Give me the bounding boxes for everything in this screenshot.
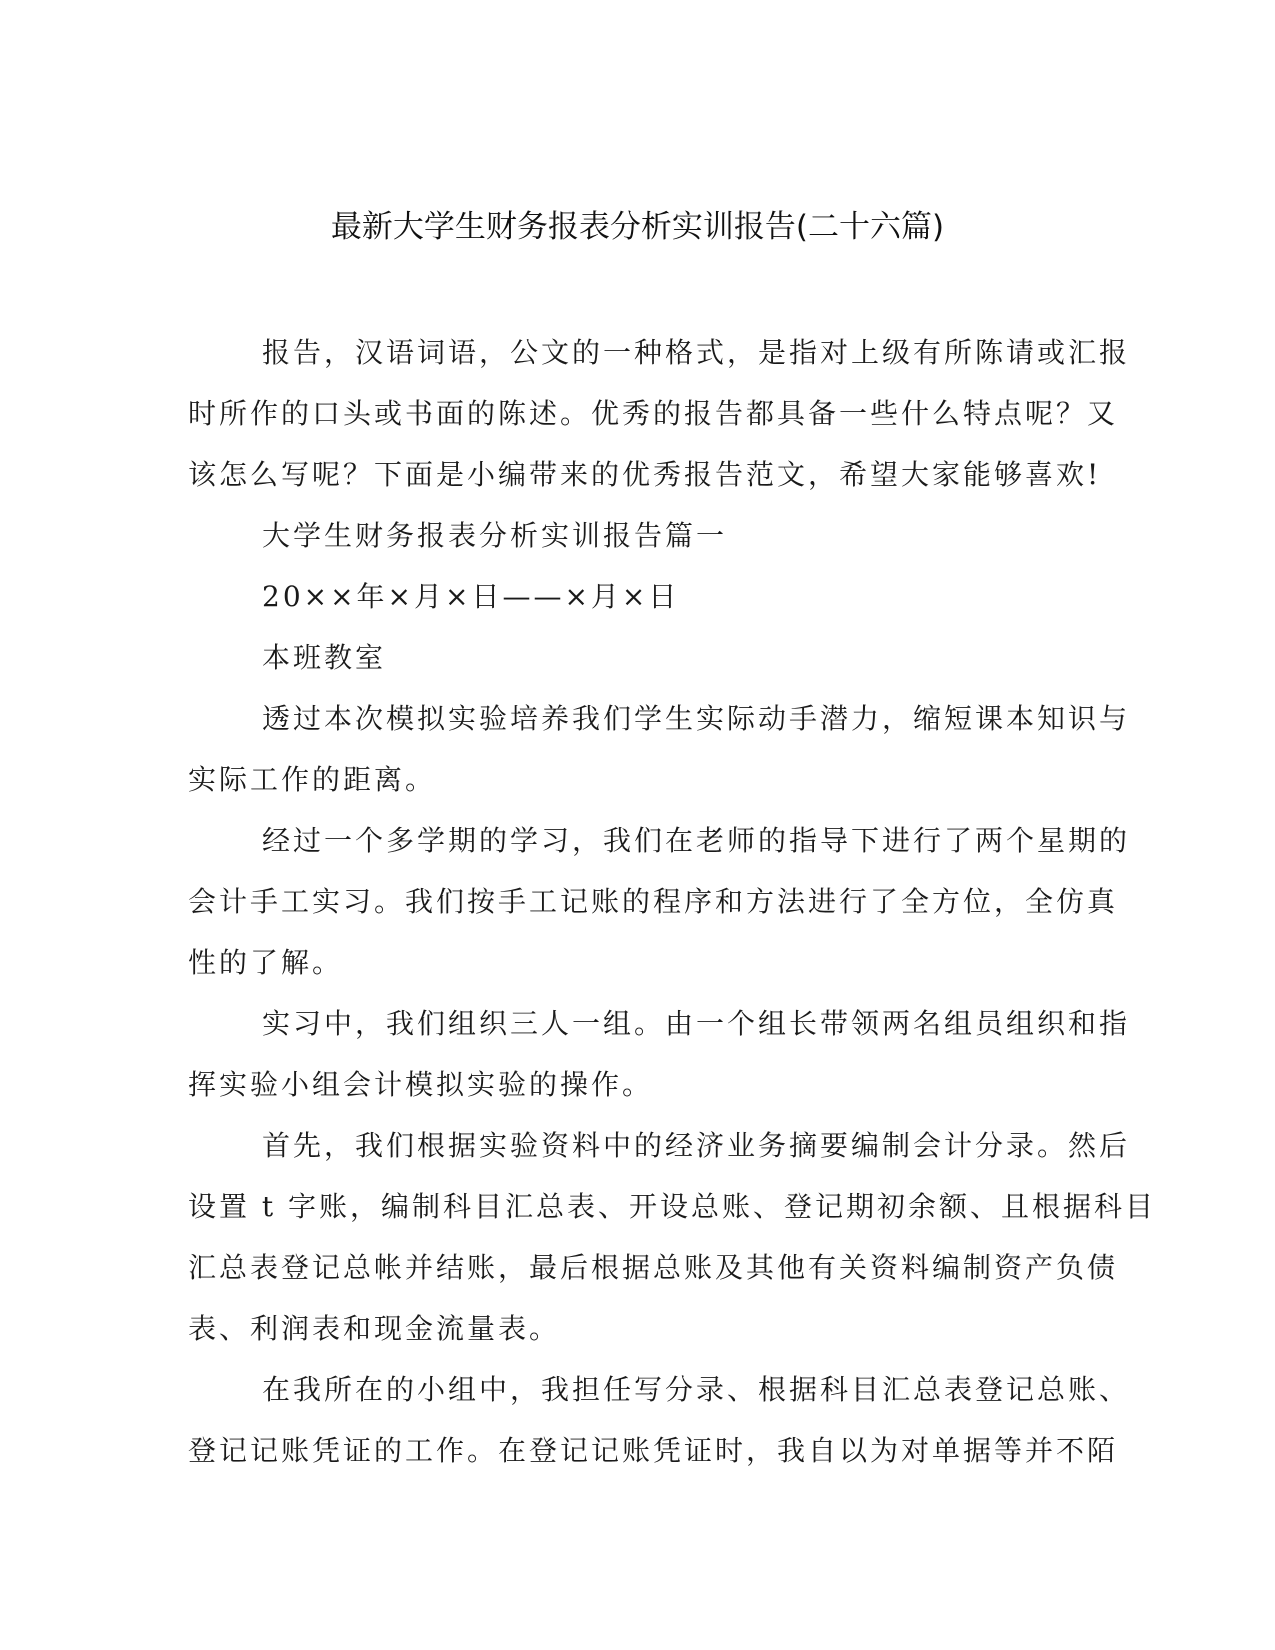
text-line: 报告，汉语词语，公文的一种格式，是指对上级有所陈请或汇报: [262, 336, 1131, 369]
paragraph-process: [188, 1115, 1157, 1359]
text-line: 大学生财务报表分析实训报告篇一: [262, 519, 728, 552]
text-line: 设置 t 字账，编制科目汇总表、开设总账、登记期初余额、且根据科目: [188, 1190, 1157, 1223]
text-line: 20××年×月×日——×月×日: [262, 580, 680, 613]
document-body: [188, 322, 1157, 1481]
text-line: 本班教室: [262, 641, 387, 674]
text-line: 表、利润表和现金流量表。: [188, 1312, 561, 1345]
text-line: 实际工作的距离。: [188, 763, 437, 796]
paragraph-intro: [188, 322, 1131, 505]
paragraph-background: [188, 810, 1131, 993]
paragraph-role: [188, 1359, 1131, 1481]
text-line: 时所作的口头或书面的陈述。优秀的报告都具备一些什么特点呢？又: [188, 397, 1119, 430]
text-line: 汇总表登记总帐并结账，最后根据总账及其他有关资料编制资产负债: [188, 1251, 1119, 1284]
document-title: 最新大学生财务报表分析实训报告(二十六篇): [330, 209, 945, 245]
text-line: 会计手工实习。我们按手工记账的程序和方法进行了全方位，全仿真: [188, 885, 1119, 918]
text-line: 性的了解。: [188, 946, 344, 979]
text-line: 在我所在的小组中，我担任写分录、根据科目汇总表登记总账、: [262, 1373, 1131, 1406]
paragraph-purpose: [188, 688, 1131, 810]
text-line: 实习中，我们组织三人一组。由一个组长带领两名组员组织和指: [262, 1007, 1131, 1040]
text-line: 挥实验小组会计模拟实验的操作。: [188, 1068, 654, 1101]
text-line: 该怎么写呢？下面是小编带来的优秀报告范文，希望大家能够喜欢!: [188, 458, 1102, 491]
text-line: 经过一个多学期的学习，我们在老师的指导下进行了两个星期的: [262, 824, 1131, 857]
text-line: 首先，我们根据实验资料中的经济业务摘要编制会计分录。然后: [262, 1129, 1131, 1162]
paragraph-section-heading: [188, 505, 1068, 566]
paragraph-organization: [188, 993, 1131, 1115]
paragraph-location: [188, 627, 1068, 688]
text-line: 登记记账凭证的工作。在登记记账凭证时，我自以为对单据等并不陌: [188, 1434, 1119, 1467]
text-line: 透过本次模拟实验培养我们学生实际动手潜力，缩短课本知识与: [262, 702, 1131, 735]
paragraph-date: [188, 566, 1068, 627]
